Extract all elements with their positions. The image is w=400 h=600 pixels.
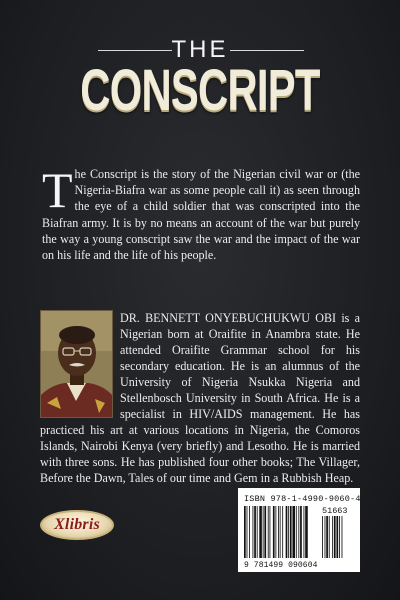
author-portrait-icon (40, 310, 113, 418)
blurb-text: he Conscript is the story of the Nigerian civil war or (the Nigeria-Biafra war as some people call it) as seen through the eye of a child soldier that was conscripted into the Biafran army. It is by no means an account of the war but purely the way a young conscript saw the war and the impact of the war on his life and the life of his people. (42, 167, 360, 263)
book-blurb (42, 162, 360, 263)
isbn-text: ISBN 978-1-4990-9060-4 (244, 494, 361, 504)
book-title: CONSCRIPT (80, 58, 320, 123)
barcode-number: 9 781499 090604 (244, 561, 318, 570)
isbn-barcode (238, 488, 360, 572)
barcode-bars-icon (244, 506, 354, 561)
publisher-logo (40, 510, 114, 540)
author-bio-text: DR. BENNETT ONYEBUCHUKWU OBI is a Nigerian born at Oraifite in Anambra state. He attended Oraifite Grammar school for his secondary education. He is an alumnus of the University of Nigeria Nsukka Nigeria and Stellenbosch University in South Africa. He is a specialist in HIV/AIDS management. He has practiced his art at various locations in Nigeria, the Comoros Islands, Nairobi Kenya (very briefly) and Lesotho. He is married with three sons. He has published four other books; The Villager, Before the Dawn, Tales of our time and Gem in a Rubbish Heap. (40, 311, 360, 485)
title-the: THE (171, 36, 229, 63)
publisher-logo-text: Xlibris (54, 516, 100, 533)
price-code: 51663 (322, 506, 348, 516)
title-rule-right (230, 50, 304, 51)
drop-cap: T (42, 162, 73, 218)
